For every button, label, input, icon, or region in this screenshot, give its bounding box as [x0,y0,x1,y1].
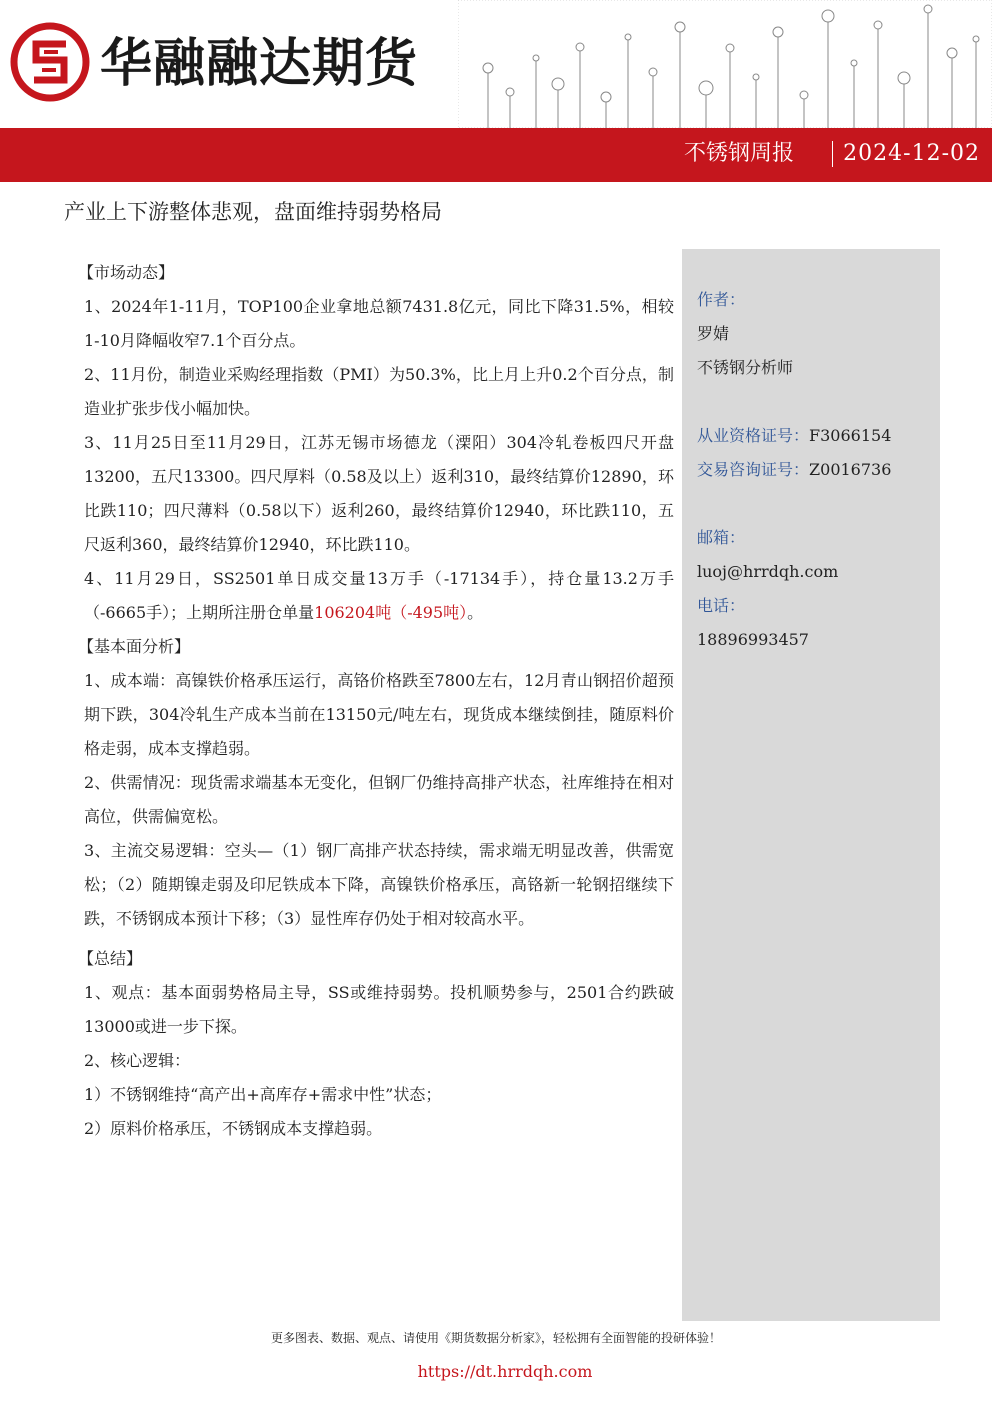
paragraph: 2、11月份，制造业采购经理指数（PMI）为50.3%，比上月上升0.2个百分点，制造业扩张步伐小幅加快。 [84,365,674,418]
section-title-summary: 【总结】 [78,949,143,968]
paragraph-text: 4、11月29日，SS2501单日成交量13万手（-17134手），持仓量13.2万手（-6665手）；上期所注册仓单量 [84,569,674,622]
qualification-value: F3066154 [809,426,892,445]
footer-promo: 更多图表、数据、观点、请使用《期货数据分析家》，轻松拥有全面智能的投研体验！ [270,1331,721,1345]
report-header [0,0,992,182]
consulting-value: Z0016736 [809,460,892,479]
paragraph [84,562,674,630]
phone-value: 18896993457 [697,630,809,649]
paragraph: 1、成本端：高镍铁价格承压运行，高铬价格跌至7800左右，12月青山钢招价超预期下跌，304冷轧生产成本当前在13150元/吨左右，现货成本继续倒挂，随原料价格走弱，成本支撑趋弱。 [84,671,674,758]
report-body [78,256,674,1146]
author-sidebar [682,249,940,1321]
report-date: 2024-12-02 [843,141,980,166]
page-title: 产业上下游整体悲观，盘面维持弱势格局 [64,200,442,224]
paragraph: 3、11月25日至11月29日，江苏无锡市场德龙（溧阳）304冷轧卷板四尺开盘13200，五尺13300。四尺厚料（0.58及以上）返利310，最终结算价12890，环比跌110；四尺薄料（0.58以下）返利260，最终结算价12940，环比跌110，五尺返利360，最终结算价12940，环比跌110。 [84,433,674,554]
header-divider [832,141,833,167]
qualification-label: 从业资格证号： [697,426,810,445]
email-label: 邮箱： [697,528,746,547]
author-name: 罗婧 [697,324,730,343]
email-value[interactable]: luoj@hrrdqh.com [697,562,839,581]
footer-link[interactable]: https://dt.hrrdqh.com [417,1362,593,1381]
consulting-line [697,453,891,487]
warehouse-receipt-highlight: 106204吨（-495吨） [314,603,468,622]
report-type: 不锈钢周报 [683,141,794,166]
phone-label: 电话： [697,596,746,615]
paragraph: 2、供需情况：现货需求端基本无变化，但钢厂仍维持高排产状态，社库维持在相对高位，供需偏宽松。 [84,773,674,826]
qualification-line [697,419,891,453]
paragraph: 3、主流交易逻辑：空头—（1）钢厂高排产状态持续，需求端无明显改善，供需宽松；（2）随期镍走弱及印尼铁成本下降，高镍铁价格承压，高铬新一轮钢招继续下跌，不锈钢成本预计下移；（3）显性库存仍处于相对较高水平。 [84,841,674,928]
company-name: 华融融达期货 [100,34,419,94]
section-title-market: 【市场动态】 [78,263,175,282]
paragraph: 1、观点：基本面弱势格局主导，SS或维持弱势。投机顺势参与，2501合约跌破13000或进一步下探。 [84,983,674,1036]
paragraph-end: 。 [467,603,484,622]
section-title-fundamental: 【基本面分析】 [78,637,191,656]
consulting-label: 交易咨询证号： [697,460,810,479]
paragraph: 1、2024年1-11月，TOP100企业拿地总额7431.8亿元，同比下降31.5%，相较1-10月降幅收窄7.1个百分点。 [84,297,674,350]
paragraph: 2、核心逻辑： [84,1051,191,1070]
author-label: 作者： [697,290,746,309]
paragraph: 1）不锈钢维持“高产出+高库存+需求中性”状态； [84,1085,442,1104]
paragraph: 2）原料价格承压，不锈钢成本支撑趋弱。 [84,1119,383,1138]
decorative-pattern-icon [458,0,992,128]
company-logo-icon [10,22,90,102]
author-title: 不锈钢分析师 [697,358,794,377]
